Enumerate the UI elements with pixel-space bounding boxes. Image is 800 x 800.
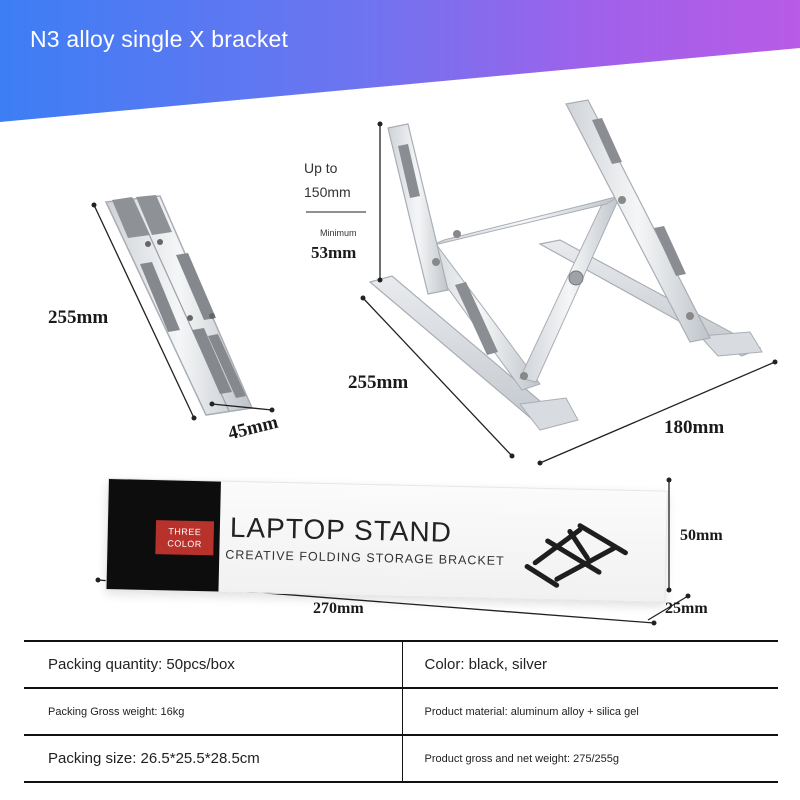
folded-stand [92, 195, 275, 421]
box-stand-icon [517, 500, 639, 593]
spec-color: Color: black, silver [402, 641, 778, 688]
spec-material: Product material: aluminum alloy + silica gel [402, 688, 778, 735]
spec-packing-size: Packing size: 26.5*25.5*28.5cm [24, 735, 402, 782]
page-title: N3 alloy single X bracket [30, 26, 289, 52]
color-badge [155, 520, 214, 555]
min-height-value: 53mm [311, 243, 357, 262]
box-title: LAPTOP STAND [229, 511, 453, 548]
table-row [24, 688, 778, 735]
table-row [24, 735, 778, 782]
open-width-label: 180mm [664, 417, 725, 438]
spec-gross-weight: Packing Gross weight: 16kg [24, 688, 402, 735]
spec-table [24, 640, 778, 783]
box-subtitle: CREATIVE FOLDING STORAGE BRACKET [225, 547, 505, 569]
badge-line-2: COLOR [167, 538, 202, 550]
badge-line-1: THREE [168, 526, 202, 538]
table-row [24, 641, 778, 688]
box-height-label: 50mm [680, 527, 723, 544]
open-length-label: 255mm [348, 372, 409, 393]
min-height-caption: Minimum [320, 228, 357, 238]
spec-packing-quantity: Packing quantity: 50pcs/box [24, 641, 402, 688]
open-stand [306, 100, 778, 466]
max-height-caption: Up to [304, 160, 338, 176]
packaging-box [105, 478, 667, 603]
box-length-label: 270mm [313, 600, 364, 617]
spec-product-weight: Product gross and net weight: 275/255g [402, 735, 778, 782]
folded-length-label: 255mm [48, 307, 109, 328]
max-height-value: 150mm [304, 184, 351, 200]
folded-width-label: 45mm [226, 411, 281, 445]
box-depth-label: 25mm [665, 600, 708, 617]
